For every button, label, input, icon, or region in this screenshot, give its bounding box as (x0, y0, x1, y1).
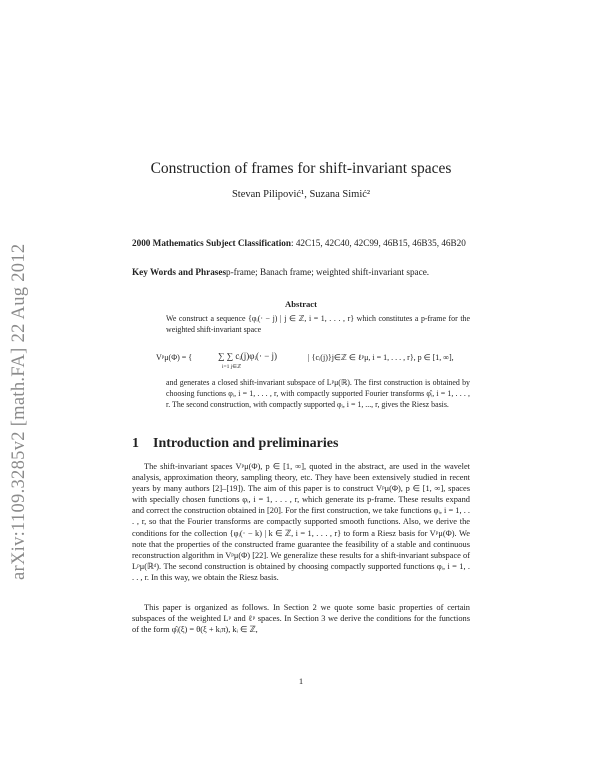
arxiv-identifier: arXiv:1109.3285v2 [math.FA] 22 Aug 2012 (9, 243, 29, 580)
formula-condition: | {cᵢ(j)}j∈ℤ ∈ ℓᵖμ, i = 1, . . . , r}, p ∈ [1, ∞], (308, 353, 454, 362)
formula-left: Vᵖμ(Φ) = { (156, 353, 193, 362)
intro-paragraph-1: The shift-invariant spaces Vᵖμ(Φ), p ∈ [1, ∞], quoted in the abstract, are used in the wavelet analysis, approximation theory, sampling theory, etc. They have been extensively studied in recent years by many authors [2]–[19]). The aim of this paper is to construct Vᵖμ(Φ), p ∈ [1, ∞], spaces with specially chosen functions φᵢ, i = 1, . . . , r, which generate its p-frame. These results expand and correct the construction obtained in [20]. For the first construction, we take functions φᵢ, i = 1, . . . , r, so that the Fourier transforms are compactly supported smooth functions. Also, we derive the conditions for the collection {φᵢ(· − k) | k ∈ ℤ, i = 1, . . . , r} to form a Riesz basis for Vᵖμ(Φ). We note that the properties of the constructed frame guarantee the feasibility of a stable and continuous reconstruction algorithm in Vᵖμ(Φ) [22]. We generalize these results for a shift-invariant subspace of Lᵖμ(ℝᵈ). The second construction is obtained by choosing compactly supported functions φᵢ, i = 1, . . . , r. In this way, we obtain the Riesz basis. (132, 462, 470, 582)
paper-title: Construction of frames for shift-invariant spaces (150, 160, 452, 177)
msc-block (132, 237, 470, 250)
abstract-paragraph-2: and generates a closed shift-invariant subspace of Lᵖμ(ℝ). The first construction is obtained by choosing functions φᵢ, i = 1, . . . , r, with compactly supported Fourier transforms φ̂ᵢ, i = 1, . . . , r. The second construction, with compactly supported φᵢ, i = 1, ..., r, gives the Riesz basis. (166, 378, 470, 409)
paper-authors: Stevan Pilipović¹, Suzana Simić² (231, 189, 371, 200)
keywords-label: Key Words and Phrases (132, 267, 227, 277)
formula-sum: ∑ ∑ cᵢ(j)φᵢ(· − j) (218, 351, 278, 361)
msc-label: 2000 Mathematics Subject Classification (132, 238, 291, 248)
abstract-formula (156, 342, 470, 374)
msc-codes: : 42C15, 42C40, 42C99, 46B15, 46B35, 46B20 (290, 238, 466, 248)
intro-paragraph-2: This paper is organized as follows. In Section 2 we quote some basic properties of certain subspaces of the weighted Lᵖ and ℓᵖ spaces. In Section 3 we derive the conditions for the functions of the form φ̂ᵢ(ξ) = θ(ξ + kᵢπ), kᵢ ∈ ℤ, (132, 603, 470, 635)
abstract-paragraph-1: We construct a sequence {φᵢ(· − j) | j ∈ ℤ, i = 1, . . . , r} which constitutes a p-frame for the weighted shift-invariant space (166, 314, 470, 334)
abstract-heading: Abstract (285, 299, 317, 309)
page-number: 1 (298, 676, 304, 686)
keywords-text: p-frame; Banach frame; weighted shift-invariant space. (226, 267, 430, 277)
section-title: Introduction and preliminaries (153, 436, 339, 451)
formula-sum-limits: i=1 j∈ℤ (222, 364, 242, 370)
section-heading (132, 436, 470, 452)
section-number: 1 (132, 436, 139, 451)
keywords-block (132, 266, 470, 279)
